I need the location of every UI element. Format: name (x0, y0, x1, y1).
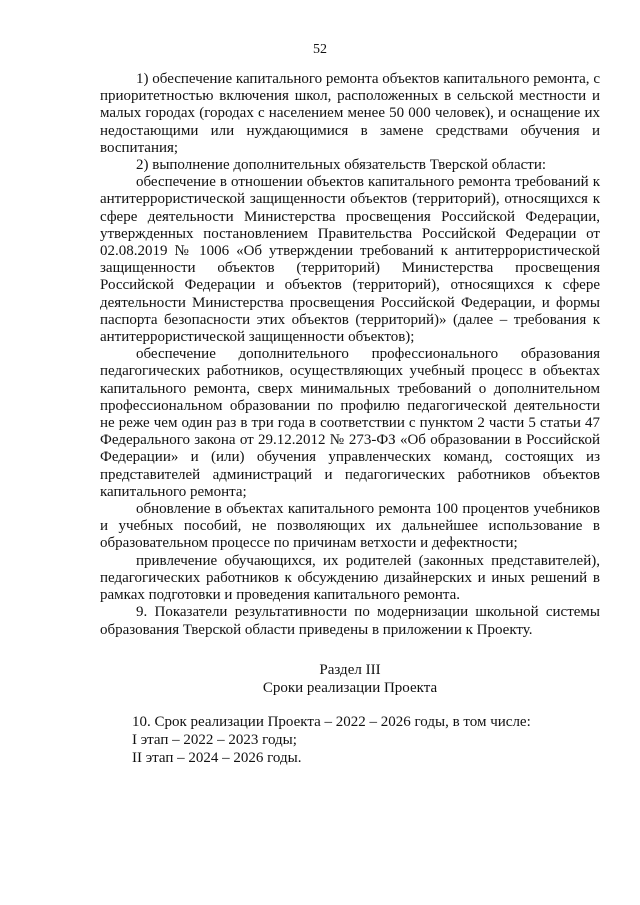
paragraph-performance-indicators: 9. Показатели результативности по модернизации школьной системы образования Тверской области приведены в приложении к Проекту. (100, 604, 600, 638)
paragraph-textbook-renewal: обновление в объектах капитального ремонта 100 процентов учебников и учебных пособий, не позволяющих их дальнейшее использование в образовательном процессе по причинам ветхости и дефектности; (100, 501, 600, 552)
paragraph-antiterror-requirements: обеспечение в отношении объектов капитального ремонта требований к антитеррористической защищенности объектов (территорий), относящихся к сфере деятельности Министерства просвещения Российской Федерации, утвержденных постановлением Правительства Российской Федерации от 02.08.2019 № 1006 «Об утверждении требований к антитеррористической защищенности объектов (территорий) Министерства просвещения Российской Федерации и объектов (территорий), относящихся к сфере деятельности Министерства просвещения Российской Федерации, и формы паспорта безопасности этих объектов (территорий)» (далее – требования к антитеррористической защищенности объектов); (100, 174, 600, 346)
section-heading (100, 661, 600, 697)
paragraph-additional-obligations: 2) выполнение дополнительных обязательств Тверской области: (136, 157, 547, 174)
terms-intro: 10. Срок реализации Проекта – 2022 – 2026 годы, в том числе: (132, 713, 531, 730)
section-title: Сроки реализации Проекта (262, 679, 438, 696)
page-number: 52 (313, 42, 327, 57)
document-body (100, 71, 600, 767)
terms-stage-1: I этап – 2022 – 2023 годы; (132, 731, 297, 748)
section-number: Раздел III (319, 661, 381, 678)
paragraph-stakeholder-involvement: привлечение обучающихся, их родителей (законных представителей), педагогических работников к обсуждению дизайнерских и иных решений в рамках подготовки и проведения капитального ремонта. (100, 552, 600, 604)
implementation-terms (100, 713, 600, 767)
terms-stage-2: II этап – 2024 – 2026 годы. (132, 749, 302, 766)
paragraph-capital-repair: 1) обеспечение капитального ремонта объектов капитального ремонта, с приоритетностью включения школ, расположенных в сельской местности и малых городах (городах с населением менее 50 000 человек), и оснащение их недостающими или нуждающимися в замене средствами обучения и воспитания; (100, 71, 600, 156)
paragraph-professional-education: обеспечение дополнительного профессионального образования педагогических работников, осуществляющих учебный процесс в объектах капитального ремонта, сверх минимальных требований о дополнительном профессиональном образовании по профилю педагогической деятельности не реже чем один раз в три года в соответствии с пунктом 2 части 5 статьи 47 Федерального закона от 29.12.2012 № 273-ФЗ «Об образовании в Российской Федерации» и (или) обучения управленческих команд, состоящих из представителей администраций и педагогических работников объектов капитального ремонта; (100, 346, 600, 500)
